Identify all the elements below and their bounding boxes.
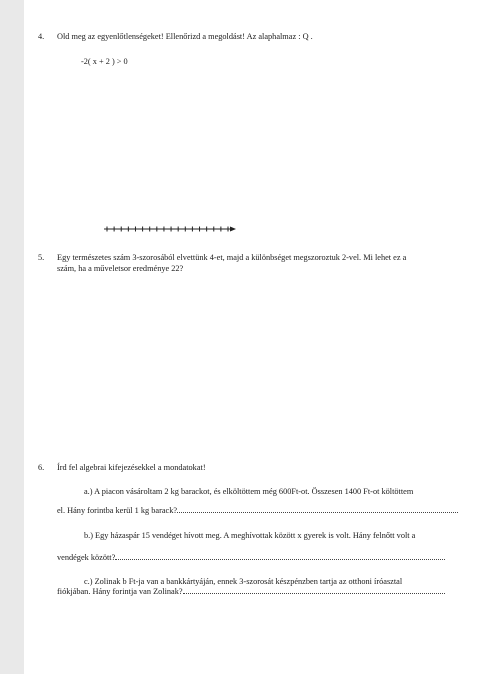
q4-text: Old meg az egyenlőtlenségeket! Ellenőrizd a megoldást! Az alaphalmaz : Q .	[57, 32, 313, 41]
worksheet-page	[24, 0, 480, 674]
q6b-line1: b.) Egy házaspár 15 vendéget hívott meg. A meghívottak között x gyerek is volt. Hány felnőtt volt a	[84, 531, 416, 540]
q6-text: Írd fel algebrai kifejezésekkel a mondatokat!	[57, 463, 206, 472]
q6b-line2	[57, 552, 445, 563]
number-line-arrow-icon	[230, 227, 236, 232]
q5-line2: szám, ha a műveletsor eredménye 22?	[57, 264, 184, 273]
q4-inequality: -2( x + 2 ) > 0	[81, 57, 128, 66]
number-line	[104, 224, 236, 234]
q6c-answer-line[interactable]	[183, 586, 445, 594]
q6a-question: el. Hány forintba kerül 1 kg barack?	[57, 506, 178, 515]
q6c-line2	[57, 586, 445, 597]
q4-number: 4.	[38, 32, 45, 41]
q5-number: 5.	[38, 253, 45, 262]
q5-line1: Egy természetes szám 3-szorosából elvettünk 4-et, majd a különbséget megszoroztuk 2-vel. Mi lehet ez a	[57, 253, 407, 262]
q6a-line1: a.) A piacon vásároltam 2 kg barackot, és elköltöttem még 600Ft-ot. Összesen 1400 Ft-ot költöttem	[84, 487, 414, 496]
q6c-question: fiókjában. Hány forintja van Zolinak?	[57, 587, 183, 596]
q6b-answer-line[interactable]	[115, 552, 445, 560]
q6c-line1: c.) Zolinak b Ft-ja van a bankkártyáján, ennek 3-szorosát készpénzben tartja az otthoni íróasztal	[84, 577, 403, 586]
q6b-question: vendégek között?	[57, 553, 116, 562]
q6a-answer-line[interactable]	[177, 505, 458, 513]
q6a-line2	[57, 505, 458, 516]
q6-number: 6.	[38, 463, 45, 472]
